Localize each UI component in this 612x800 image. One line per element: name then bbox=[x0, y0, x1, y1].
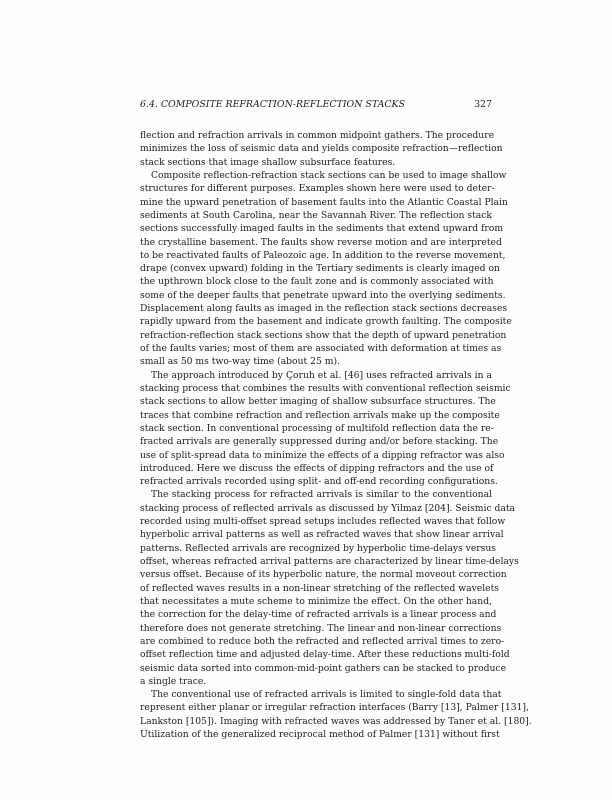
text-line: the correction for the delay-time of refracted arrivals is a linear process and bbox=[140, 609, 497, 621]
text-line: refracted arrivals recorded using split- and off-end recording configurations. bbox=[140, 476, 498, 488]
section-title: 6.4. COMPOSITE REFRACTION-REFLECTION STACKS bbox=[140, 99, 405, 110]
text-line: offset reflection time and adjusted delay-time. After these reductions multi-fold bbox=[140, 649, 510, 661]
text-line: sediments at South Carolina, near the Savannah River. The reflection stack bbox=[140, 209, 492, 221]
text-line: stack sections that image shallow subsurface features. bbox=[140, 156, 396, 168]
text-line: stacking process of reflected arrivals as discussed by Yilmaz [204]. Seismic data bbox=[140, 502, 516, 514]
text-line: Lankston [105]). Imaging with refracted waves was addressed by Taner et al. [180]. bbox=[140, 715, 532, 727]
text-line: traces that combine refraction and reflection arrivals make up the composite bbox=[140, 409, 500, 421]
text-line: mine the upward penetration of basement faults into the Atlantic Coastal Plain bbox=[140, 196, 508, 208]
text-line: represent either planar or irregular refraction interfaces (Barry [13], Palmer [131], bbox=[140, 702, 529, 714]
page-number: 327 bbox=[474, 99, 492, 110]
text-line: Composite reflection-refraction stack sections can be used to image shallow bbox=[151, 169, 507, 181]
text-line: drape (convex upward) folding in the Tertiary sediments is clearly imaged on bbox=[140, 263, 500, 275]
text-line: are combined to reduce both the refracted and reflected arrival times to zero- bbox=[140, 635, 505, 647]
text-line: fracted arrivals are generally suppressed during and/or before stacking. The bbox=[140, 436, 499, 448]
text-line: some of the deeper faults that penetrate upward into the overlying sediments. bbox=[140, 289, 506, 301]
text-line: seismic data sorted into common-mid-point gathers can be stacked to produce bbox=[140, 662, 507, 674]
text-line: refraction-reflection stack sections show that the depth of upward penetration bbox=[140, 329, 507, 341]
text-line: Utilization of the generalized reciprocal method of Palmer [131] without first bbox=[140, 729, 500, 741]
text-line: the crystalline basement. The faults show reverse motion and are interpreted bbox=[140, 236, 502, 248]
text-line: introduced. Here we discuss the effects of dipping refractors and the use of bbox=[140, 462, 494, 474]
text-line: offset, whereas refracted arrival patterns are characterized by linear time-delays bbox=[140, 556, 519, 567]
text-line: stack section. In conventional processing of multifold reflection data the re- bbox=[140, 422, 494, 434]
text-line: rapidly upward from the basement and indicate growth faulting. The composite bbox=[140, 316, 512, 328]
text-line: The stacking process for refracted arrivals is similar to the conventional bbox=[151, 489, 492, 501]
body-text bbox=[140, 129, 532, 741]
text-line: of the faults varies; most of them are associated with deformation at times as bbox=[140, 343, 502, 354]
text-line: recorded using multi-offset spread setups includes reflected waves that follow bbox=[140, 516, 506, 528]
text-line: that necessitates a mute scheme to minimize the effect. On the other hand, bbox=[140, 595, 492, 607]
running-header bbox=[140, 98, 492, 112]
text-line: flection and refraction arrivals in common midpoint gathers. The procedure bbox=[140, 130, 495, 141]
text-line: to be reactivated faults of Paleozoic age. In addition to the reverse movement, bbox=[140, 249, 506, 261]
text-line: use of split-spread data to minimize the effects of a dipping refractor was also bbox=[140, 449, 505, 461]
text-line: stack sections to allow better imaging of shallow subsurface structures. The bbox=[140, 396, 496, 408]
text-line: of reflected waves results in a non-linear stretching of the reflected wavelets bbox=[140, 582, 500, 594]
text-line: a single trace. bbox=[140, 675, 207, 687]
text-line: stacking process that combines the results with conventional reflection seismic bbox=[140, 382, 511, 394]
text-line: sections successfully imaged faults in the sediments that extend upward from bbox=[140, 223, 504, 235]
text-line: hyperbolic arrival patterns as well as refracted waves that show linear arrival bbox=[140, 529, 504, 541]
text-line: versus offset. Because of its hyperbolic nature, the normal moveout correction bbox=[140, 569, 507, 581]
text-line: small as 50 ms two-way time (about 25 m). bbox=[140, 356, 340, 368]
text-line: Displacement along faults as imaged in the reflection stack sections decreases bbox=[140, 303, 508, 315]
text-line: the upthrown block close to the fault zone and is commonly associated with bbox=[140, 276, 494, 288]
text-line: therefore does not generate stretching. The linear and non-linear corrections bbox=[140, 622, 502, 634]
text-line: The conventional use of refracted arrivals is limited to single-fold data that bbox=[151, 689, 502, 701]
text-line: minimizes the loss of seismic data and yields composite refraction—reflection bbox=[140, 143, 503, 155]
text-line: The approach introduced by Çoruh et al. [46] uses refracted arrivals in a bbox=[151, 369, 492, 381]
text-line: structures for different purposes. Examples shown here were used to deter- bbox=[140, 183, 495, 195]
text-line: patterns. Reflected arrivals are recognized by hyperbolic time-delays versus bbox=[140, 542, 497, 554]
